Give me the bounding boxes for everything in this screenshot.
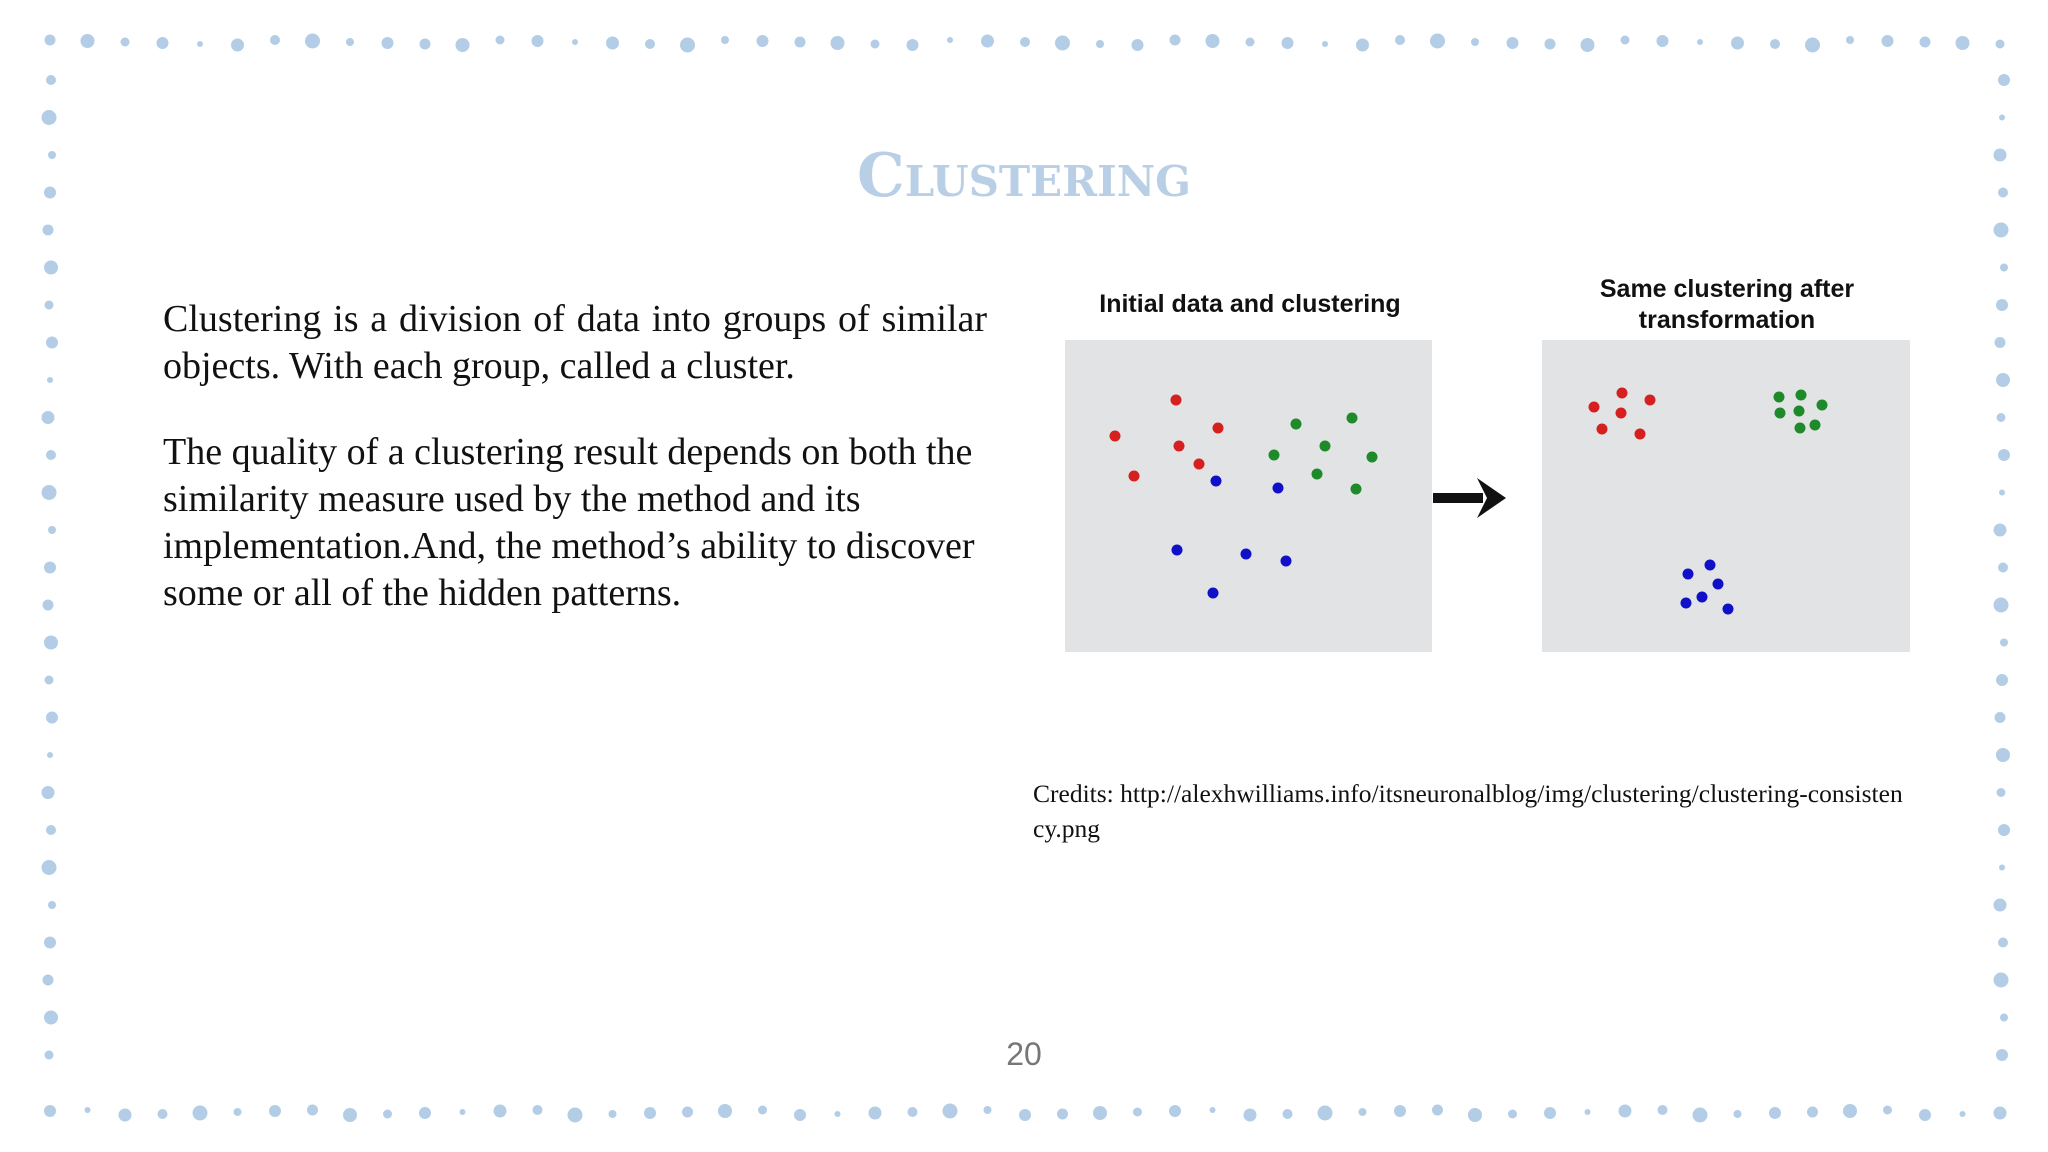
border-dot	[1020, 37, 1030, 47]
border-dot	[1169, 1105, 1181, 1117]
border-dot	[46, 75, 56, 85]
green-data-point	[1775, 408, 1786, 419]
border-dot	[42, 860, 57, 875]
border-dot	[1210, 1107, 1216, 1113]
border-dot	[1430, 34, 1445, 49]
border-dot	[533, 1105, 543, 1115]
green-data-point	[1794, 406, 1805, 417]
border-dot	[1734, 1110, 1742, 1118]
border-dot	[1994, 973, 2009, 988]
border-dot	[305, 34, 320, 49]
green-data-point	[1817, 400, 1828, 411]
border-dot	[1998, 449, 2010, 461]
border-dot	[85, 1107, 91, 1113]
border-dot	[1999, 865, 2005, 871]
border-dot	[1658, 1105, 1668, 1115]
border-dot	[1471, 38, 1479, 46]
border-dot	[1997, 788, 2006, 797]
border-dot	[46, 450, 56, 460]
border-dot	[1619, 1105, 1632, 1118]
border-dot	[1132, 39, 1144, 51]
border-dot	[1843, 1104, 1857, 1118]
border-dot	[44, 636, 58, 650]
border-dot	[943, 1104, 958, 1119]
blue-data-point	[1241, 549, 1252, 560]
border-dot	[343, 1108, 357, 1122]
red-data-point	[1171, 395, 1182, 406]
blue-data-point	[1273, 483, 1284, 494]
border-dot	[460, 1109, 466, 1115]
border-dot	[1657, 35, 1669, 47]
border-dot	[1960, 1111, 1966, 1117]
border-dot	[1093, 1106, 1107, 1120]
border-dot	[1998, 74, 2010, 86]
border-dot	[43, 225, 54, 236]
border-dot	[1994, 223, 2009, 238]
border-dot	[2000, 1014, 2008, 1022]
border-dot	[1246, 38, 1255, 47]
border-dot	[119, 1109, 132, 1122]
border-dot	[1206, 34, 1220, 48]
border-dot	[1919, 1109, 1931, 1121]
border-dot	[1057, 1109, 1068, 1120]
border-dot	[609, 1110, 617, 1118]
border-dot	[47, 752, 53, 758]
border-dot	[1807, 1107, 1818, 1118]
border-dot	[48, 526, 56, 534]
border-dot	[1096, 40, 1104, 48]
border-dot	[346, 38, 354, 46]
border-dot	[1693, 1108, 1708, 1123]
border-dot	[1998, 938, 2008, 948]
border-dot	[1999, 115, 2005, 121]
red-data-point	[1110, 431, 1121, 442]
border-dot	[383, 1110, 392, 1119]
blue-data-point	[1705, 560, 1716, 571]
border-dot	[44, 1105, 56, 1117]
border-dot	[2000, 264, 2008, 272]
page-number: 20	[1006, 1036, 1042, 1072]
border-dot	[1581, 38, 1595, 52]
border-dot	[269, 1105, 281, 1117]
border-dot	[44, 261, 58, 275]
border-dot	[718, 1104, 732, 1118]
border-dot	[234, 1108, 242, 1116]
red-data-point	[1174, 441, 1185, 452]
green-data-point	[1367, 452, 1378, 463]
border-dot	[1697, 39, 1703, 45]
border-dot	[44, 937, 56, 949]
border-dot	[1545, 39, 1556, 50]
border-dot	[47, 377, 53, 383]
border-dot	[831, 36, 845, 50]
credits-text: Credits: http://alexhwilliams.info/itsneuronalblog/img/clustering/clustering-consistency.png	[1033, 779, 1903, 843]
border-dot	[680, 38, 695, 53]
blue-data-point	[1172, 545, 1183, 556]
border-dot	[42, 786, 55, 799]
green-data-point	[1774, 392, 1785, 403]
border-dot	[1956, 36, 1970, 50]
border-dot	[42, 411, 55, 424]
border-dot	[606, 37, 619, 50]
border-dot	[382, 37, 394, 49]
border-dot	[1996, 674, 2008, 686]
border-dot	[42, 485, 57, 500]
green-data-point	[1291, 419, 1302, 430]
body-text	[163, 296, 987, 617]
border-dot	[48, 901, 56, 909]
border-dot	[1544, 1107, 1556, 1119]
border-dot	[908, 1107, 918, 1117]
border-dot	[197, 41, 203, 47]
border-dot	[568, 1108, 583, 1123]
border-dot	[947, 37, 953, 43]
border-dot	[1996, 373, 2010, 387]
border-dot	[1994, 524, 2007, 537]
red-data-point	[1617, 388, 1628, 399]
border-dot	[757, 35, 769, 47]
border-dot	[1359, 1108, 1367, 1116]
border-dot	[1244, 1109, 1257, 1122]
border-dot	[193, 1106, 208, 1121]
border-dot	[1133, 1108, 1142, 1117]
border-dot	[420, 39, 431, 50]
red-data-point	[1635, 429, 1646, 440]
green-data-point	[1810, 420, 1821, 431]
border-dot	[1996, 748, 2010, 762]
border-dot	[682, 1107, 693, 1118]
border-dot	[231, 39, 244, 52]
border-dot	[907, 39, 919, 51]
border-dot	[1998, 563, 2008, 573]
green-data-point	[1320, 441, 1331, 452]
border-dot	[43, 975, 54, 986]
border-dot	[44, 1011, 58, 1025]
border-dot	[721, 36, 729, 44]
red-data-point	[1213, 423, 1224, 434]
border-dot	[44, 562, 56, 574]
border-dot	[81, 34, 95, 48]
border-dot	[1282, 37, 1294, 49]
border-dot	[1318, 1106, 1333, 1121]
border-dot	[758, 1106, 767, 1115]
clustering-figure	[1050, 264, 1930, 664]
border-dot	[1585, 1109, 1591, 1115]
red-data-point	[1597, 424, 1608, 435]
border-dot	[270, 35, 280, 45]
border-dot	[46, 825, 56, 835]
border-dot	[1507, 37, 1519, 49]
border-dot	[1356, 39, 1369, 52]
border-dot	[121, 38, 130, 47]
left-panel	[1065, 340, 1432, 652]
red-data-point	[1616, 408, 1627, 419]
border-dot	[1322, 41, 1328, 47]
border-dot	[46, 712, 58, 724]
border-dot	[307, 1105, 318, 1116]
red-data-point	[1589, 402, 1600, 413]
green-data-point	[1795, 423, 1806, 434]
blue-data-point	[1681, 598, 1692, 609]
green-data-point	[1269, 450, 1280, 461]
blue-data-point	[1713, 579, 1724, 590]
border-dot	[1283, 1109, 1293, 1119]
border-dot	[157, 37, 169, 49]
border-dot	[1805, 38, 1820, 53]
border-dot	[1731, 37, 1744, 50]
border-dot	[158, 1109, 168, 1119]
border-dot	[45, 301, 54, 310]
border-dot	[795, 37, 806, 48]
blue-data-point	[1723, 604, 1734, 615]
border-dot	[496, 36, 505, 45]
paragraph-quality: The quality of a clustering result depends on both the similarity measure used by the method and its implementation.And, the method’s ability to discover some or all of the hidden patterns.	[163, 431, 975, 614]
border-dot	[869, 1107, 882, 1120]
border-dot	[2000, 639, 2008, 647]
blue-data-point	[1683, 569, 1694, 580]
border-dot	[981, 35, 994, 48]
border-dot	[1621, 36, 1630, 45]
border-dot	[1920, 37, 1931, 48]
border-dot	[46, 337, 58, 349]
border-dot	[1170, 35, 1181, 46]
border-dot	[644, 1107, 656, 1119]
red-data-point	[1645, 395, 1656, 406]
border-dot	[1770, 39, 1780, 49]
border-dot	[572, 39, 578, 45]
green-data-point	[1351, 484, 1362, 495]
border-dot	[1998, 824, 2010, 836]
blue-data-point	[1208, 588, 1219, 599]
border-dot	[1994, 598, 2009, 613]
border-dot	[456, 38, 470, 52]
border-dot	[1432, 1105, 1443, 1116]
border-dot	[1994, 899, 2007, 912]
border-dot	[1395, 35, 1405, 45]
blue-data-point	[1697, 592, 1708, 603]
blue-data-point	[1211, 476, 1222, 487]
right-panel-title-line2: transformation	[1638, 306, 1816, 334]
border-dot	[45, 676, 54, 685]
border-dot	[45, 35, 56, 46]
border-dot	[794, 1109, 806, 1121]
border-dot	[1055, 36, 1070, 51]
paragraph-definition: Clustering is a division of data into groups of similar objects. With each group, called a cluster.	[163, 298, 987, 387]
border-dot	[645, 39, 655, 49]
border-dot	[1996, 40, 2005, 49]
border-dot	[1994, 1107, 2007, 1120]
border-dot	[1999, 490, 2005, 496]
border-dot	[1019, 1109, 1031, 1121]
border-dot	[1995, 337, 2006, 348]
red-data-point	[1194, 459, 1205, 470]
border-dot	[1882, 35, 1894, 47]
border-dot	[984, 1106, 992, 1114]
border-dot	[1883, 1106, 1892, 1115]
border-dot	[1508, 1110, 1517, 1119]
left-panel-title: Initial data and clustering	[1099, 290, 1401, 318]
border-dot	[1995, 712, 2006, 723]
border-dot	[43, 600, 54, 611]
border-dot	[1394, 1105, 1406, 1117]
slide-title: Clustering	[856, 141, 1192, 211]
border-dot	[1997, 413, 2006, 422]
border-dot	[835, 1111, 841, 1117]
blue-data-point	[1281, 556, 1292, 567]
border-dot	[1846, 36, 1854, 44]
green-data-point	[1796, 390, 1807, 401]
border-dot	[42, 110, 57, 125]
right-arrow-icon	[1433, 478, 1506, 518]
border-dot	[1468, 1108, 1482, 1122]
border-dot	[532, 35, 544, 47]
green-data-point	[1312, 469, 1323, 480]
border-dot	[871, 40, 880, 49]
border-dot	[1769, 1107, 1781, 1119]
border-dot	[1996, 299, 2008, 311]
border-dot	[419, 1107, 431, 1119]
border-dot	[494, 1105, 507, 1118]
green-data-point	[1347, 413, 1358, 424]
red-data-point	[1129, 471, 1140, 482]
right-panel-title-line1: Same clustering after	[1599, 275, 1855, 303]
